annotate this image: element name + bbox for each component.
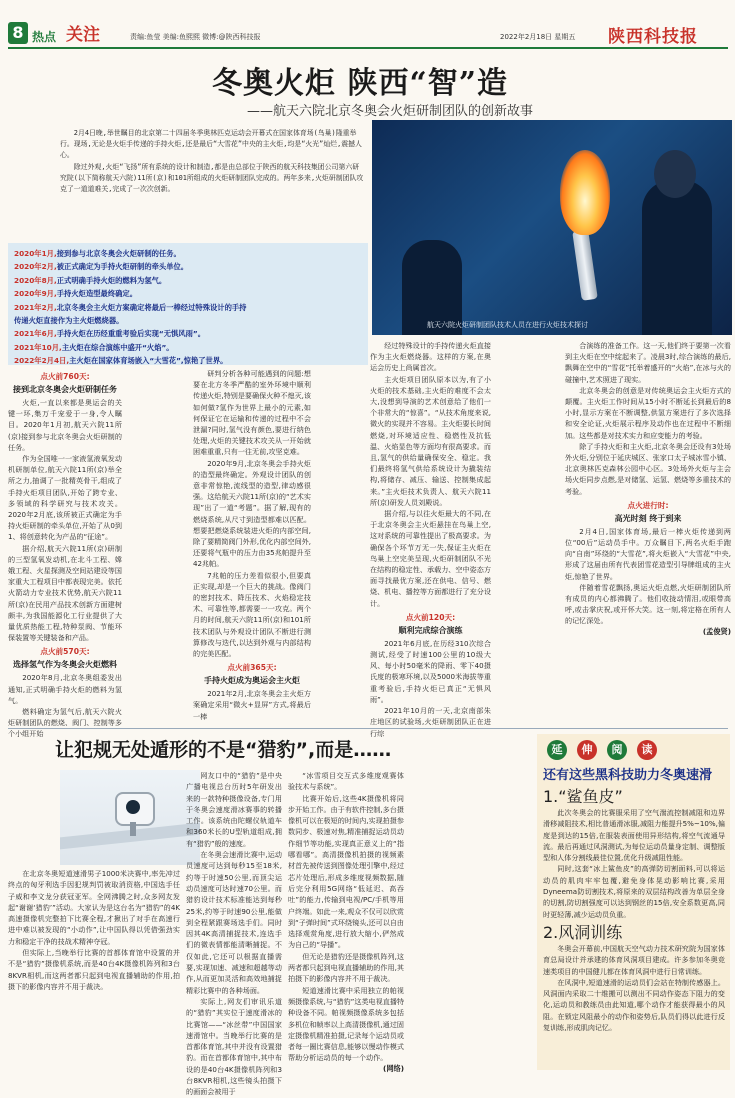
paragraph: 合演练的准备工作。这一天,他们终于要第一次看到主火炬在空中绽起来了。凌晨3时,综合演练的最后,飘舞在空中的“雪花”托举着盛开的“火焰”,在冰与火的碰撞中,艺术照进了现实。 <box>565 341 731 384</box>
timeline-date: 2021年6月, <box>14 329 57 339</box>
timeline-text: 接到参与北京冬奥会火炬研制的任务。 <box>56 249 181 258</box>
article2-column-c <box>288 770 404 1074</box>
photo-caption: 航天六院火炬研制团队技术人员在进行火炬技术探讨 <box>427 321 588 329</box>
paragraph: 火炬,一直以来都是奥运会的关键一环,集万千宠爱于一身,令人瞩目。2020年1月初,航天六院11所(京)接到参与北京冬奥会火炬研制的任务。 <box>8 398 122 452</box>
paragraph: 此次冬奥会的比赛服采用了空气湍流控制减阻和边界滑移减阻技术,相比普通滑冰服,减阻力能提升5%~10%,偏度是到达的15倍,在服装表面使用异形结构,将空气流通导流。最后再通过风洞测试,为每位运动员量身定制、调整版型和人体分割线最佳位置,优化升级减阻性能。 <box>543 808 725 863</box>
sidebar-heading-sharkskin: 1.“鲨鱼皮” <box>543 787 623 806</box>
paragraph: 经过特殊设计的手持传递火炬直接作为主火炬燃烧器。这样的方案,在奥运会历史上尚属首次。 <box>370 341 491 373</box>
extended-reading-sidebar <box>537 734 730 1070</box>
paragraph: 北京冬奥会的创意是对传统奥运会主火炬方式的颠覆。主火炬工作时间从15小时不断延长到最后的8小时,显示方案在不断调整,供氢方案进行了多次选择和安全论证,火炬展示程序及动作也在过程中不断细加。这些都是对技术实力和应变能力的考验。 <box>565 385 731 440</box>
photo-person-head <box>654 150 696 198</box>
editor-line: 责编:鱼莹 美编:鱼熙熙 微博:@陕西科技报 <box>130 33 261 41</box>
paragraph: 在冬奥会速滑比赛中,运动员速度可达到每秒15至18米,约等于时速50公里,而顶尖运动员速度可达时速70公里。而猎豹设计技术标准能达到每秒25米,约等于时速90公里,能做到全程紧跟赛场选手们。同时因其4K高清捕捉技术,连选手们的微表情都能清晰捕捉。不仅如此,它还可以根据直播需要,实现加速、减速和超越等动作,从而更加灵活和高效地捕捉精彩比赛中的各种场面。 <box>186 850 282 995</box>
paragraph: 7兆帕的压力差看似很小,但要真正实现,却是一个巨大的挑战。像阀门的密封技术、降压技术、火焰稳定技术、可靠性等,都需要一一攻克。两个月的时间,航天六院11所(京)和101所技术团队与外观设计团队不断进行测算修改与迭代,以达到外观与内部结构的完美匹配。 <box>193 570 311 659</box>
kicker-120: 点火前120天: <box>405 612 456 622</box>
timeline-date: 2020年8月, <box>14 275 57 285</box>
paragraph: “冰雪项目交互式多维度观赛体验技术与系统”。 <box>288 771 404 792</box>
subhead-main-torch: 手持火炬成为奥运会主火炬 <box>204 676 300 686</box>
lead-text <box>60 128 365 195</box>
masthead <box>0 0 735 50</box>
paragraph: 实际上,网友们审讯乐道的“猎豹”其实位于速度滑冰的比赛馆——“冰丝带”中国国家速滑馆中。当晚举行比赛的是首都体育馆,其中并没有设置猎豹。而在首都体育馆中,其中布设的是40台4K摄像机阵列和3台8KVR相机,这些镜头拍摄下的画面会被用于 <box>186 996 282 1097</box>
paragraph: 同时,这套“冰上鲨鱼皮”的高弹防切割面料,可以将运动员的肌肉牢牢包覆,避免身体晃动影响比赛,采用Dyneema防切割技术,将原来的双层结构改善为单层全身的切割,防切割强度可以达到钢丝的15倍,安全系数更高,同时更轻薄,减少运动员负重。 <box>543 864 725 919</box>
section-label-focus: 关注 <box>66 25 100 45</box>
paragraph: 主火炬项目团队原本以为,有了小火炬的技术基础,主火炬的难度不会太大,没想到导演的艺术创意给了他们一个非常大的“惊喜”。“从技术角度来说,微火的实现并不容易。主火炬要长时间燃烧,对环境适应性、稳燃性及抗低温、火焰显色等方面均有很高要求。而且,氢气的供给量确保安全、稳定。我们最终将氢气供给系统设计为撬装结构,将储存、减压、输送、控制集成起来。”主火炬技术负责人、航天六院11所(京)研发人员刘殿说。 <box>370 374 491 507</box>
timeline-text: 北京冬奥会主火炬方案确定将最后一棒经过特殊设计的手持 <box>56 302 247 312</box>
subhead-highlight: 高光时刻 终于到来 <box>614 513 682 523</box>
timeline-text: 正式明确手持火炬的燃料为氢气。 <box>56 275 167 285</box>
headline-subtitle: ——航天六院北京冬奥会火炬研制团队的创新故事 <box>246 104 533 119</box>
timeline-date: 2021年2月, <box>14 302 57 312</box>
timeline-text: 手持火炬造型最终确定。 <box>56 289 138 299</box>
photo-flame <box>560 150 610 235</box>
paragraph: 据介绍,航天六院11所(京)研制的三型氢氧发动机,在北斗工程、嫦娥工程、火星探测及空间站建设等国家重大工程项目中都表现完美。依托火箭动力专业技术优势,航天六院11所(京)在民用产品技术创新方面建树颇丰,为我国能源化工行业提供了大量优质热能工程,特种泵阀、节能环保装置等关键装备和产品。 <box>8 543 122 643</box>
lead-paragraph-2: 除过外观,火炬“飞扬”所有系统的设计和制造,都是由总部位于陕西的航天科技集团公司第六研究院(以下简称航天六院)11所(京)和101所组成的火炬研制团队完成的。两年多来,火炬研制团队攻克了一道道难关,完成了一次次创新。 <box>60 162 364 194</box>
source-credit: (网络) <box>383 1063 404 1073</box>
subhead-rehearsal: 顺利完成综合演练 <box>398 625 463 635</box>
paragraph: 短道速滑比赛中采用独立的帕视频摄像系统,与“猎豹”这类电视直播特种设备不同。帕视频摄像系统多包括多机位和帧率以上高清摄像机,通过固定摄像机精准拍摄,记录每个运动员或者每一圈比赛信息,能够以慢动作模式帮助分析运动员的每一个动作。 <box>288 985 405 1063</box>
timeline-item <box>14 287 368 300</box>
section-divider <box>8 728 728 729</box>
timeline-item <box>14 260 368 273</box>
timeline-text: 手持火炬在历经重重考验后实现“无惧风雨”。 <box>56 329 205 339</box>
badge-char: 伸 <box>577 740 597 760</box>
paragraph: 网友口中的“猎豹”是中央广播电视总台历时5年研发出来的一款特种摄像设备,专门用于冬奥会速度滑冰赛事的转播工作。该系统由陀螺仪轨道车和360米长的U型轨道组成,拥有“猎豹”般的速度。 <box>186 771 282 848</box>
timeline-item <box>14 354 368 367</box>
photo-person <box>642 180 712 335</box>
article-column-4 <box>565 340 731 637</box>
timeline-date: 2021年10月, <box>14 342 62 352</box>
paragraph: 除了手持火炬和主火炬,北京冬奥会还设有3处场外火炬,分别位于延庆城区、张家口太子城冰雪小镇、北京奥林匹克森林公园中心区。3处场外火炬与主会场火炬同步点燃,是对储氢、运氢、燃烧等多重技术的考验。 <box>565 441 731 496</box>
timeline-text: 主火炬在国家体育场嵌入“大雪花”,惊艳了世界。 <box>69 356 228 366</box>
paragraph: 在风洞中,短道速滑的运动员们会站在特制传感器上。风洞面内采取二十维搬可以测出不同动作姿态下阻力的变化,运动员和教练员由此知道,哪个动作才能获得最小的风阻。在锁定风阻最小的动作和姿势后,队员们得以此进行反复训练,形成肌肉记忆。 <box>543 977 725 1033</box>
timeline-date: 2020年9月, <box>14 289 57 299</box>
article2-column-a <box>8 868 180 992</box>
article2-title: 让犯规无处遁形的不是“猎豹”,而是…… <box>55 739 392 761</box>
issue-date: 2022年2月18日 星期五 <box>500 33 576 41</box>
paragraph: 比赛开始后,这些4K摄像机将同步开始工作。由于有软件控制,多台摄像机可以在极短的时间内,实现拍摄参数同步、极速对焦,精准捕捉运动员动作细节等功能,实现真正意义上的“指哪看哪”。高清摄像机拍摄的视频素材首先被传送到图像处理引擎中,经过芯片处理后,形成多维度视频数据,随后完分利用5G网络“低延迟、高吞吐”的能力,传输到电视/PC/手机等用户终端。如此一来,观众不仅可以欣赏到“子弹时间”式环绕镜头,还可以自由选择观赏角度,进行放大缩小,俨然成为自己的“导播”。 <box>288 793 405 950</box>
timeline-text: 主火炬在综合演练中盛开“火焰”。 <box>61 342 174 352</box>
paragraph: 作为全国唯一一家液氢液氧发动机研制单位,航天六院11所(京)举全所之力,抽调了一批精英骨干,组成了手持火炬项目团队,开始了跨专业、多领域的科学研究与技术攻关。2020年2月底,该所被正式确定为手持火炬研制的牵头单位,开始了从0到1、将创意转化为产品的“征途”。 <box>8 454 122 542</box>
kicker-365: 点火前365天: <box>227 663 277 673</box>
paragraph: 2月4日,国家体育场,最后一棒火炬传递到两位“00后”运动员手中。万众瞩目下,两名火炬手跑向“自南”环绕的“大雪花”,将火炬嵌入“大雪花”中央,形成了这届由所有代表团雪花造型引导牌组成的主火炬,惊艳了世界。 <box>565 526 731 581</box>
paragraph: 伴随着雪花飘扬,奥运火炬点燃,火炬研制团队所有成员的内心都沸腾了。他们收拢动情泪,或眼带高呼,或击掌庆祝,或开怀大笑。这一刻,将定格在所有人的记忆深处。 <box>565 582 731 626</box>
paragraph: 但无论是猎豹还是摄像机阵列,这两者都只起到电视直播辅助的作用,其拍摄下的影像内容并不用于裁决。 <box>288 951 404 984</box>
article-column-1 <box>8 368 122 740</box>
paragraph: 燃料确定为氢气后,航天六院火炬研制团队的燃烧、阀门、控制等多个小组开始 <box>8 707 122 739</box>
paragraph: 在北京冬奥短道速滑男子1000米决赛中,率先冲过终点的匈牙利选手因犯规判罚被取消资格,中国选手任子威和李文龙分获冠亚军。全网沸腾之时,众多网友发起“谢谢‘猎豹’”活动。大家认为是这台名为“猎豹”的4K高速摄像机完整拍下比赛全程,才揪出了对手在高速行进中难以被发现的“小动作”,让中国队得以凭借强劲实力和稳定干净的技战术精神夺冠。 <box>8 869 180 946</box>
lead-paragraph-1: 2月4日晚,举世瞩目的北京第二十四届冬季奥林匹克运动会开幕式在国家体育场(鸟巢)隆重举行。现场,无论是火炬手传递的手持火炬,还是最后“大雪花”中央的主火炬,均是“火光”灿烂,震撼人心。 <box>60 129 362 160</box>
paragraph: 2020年9月,北京冬奥会手持火炬的造型最终确定。外观设计团队的创意非常惊艳,流线型的造型,律动感很强。这给航天六院11所(京)的“艺术实现”出了一道“考题”。据了解,现有的燃烧系统,从尺寸到造型都难以匹配。想要把燃烧系统装进火炬的内部空间,除了要精简阀门外形,优化内部空间外,还要将气瓶中的压力由35兆帕提升至42兆帕。 <box>193 458 312 569</box>
timeline-item <box>14 341 368 354</box>
camera-lens <box>126 800 140 814</box>
camera-arm <box>130 822 136 836</box>
paragraph: 2021年2月,北京冬奥会主火炬方案确定采用“微火+显屏”方式,将最后一棒 <box>193 689 311 721</box>
timeline-date: 2022年2月4日, <box>14 356 70 366</box>
headline-title: 冬奥火炬 陕西“智”造 <box>212 66 508 101</box>
sidebar-body <box>543 784 725 1033</box>
extended-reading-badge <box>547 738 727 760</box>
photo-torch-body <box>572 229 598 301</box>
timeline-item <box>14 274 368 287</box>
article-column-2 <box>193 368 311 722</box>
section-label-hot: 热点 <box>32 30 57 44</box>
kicker-570: 点火前570天: <box>40 647 90 657</box>
timeline-item <box>14 314 368 327</box>
timeline-item <box>14 301 368 314</box>
paragraph: 2021年6月底,在历经310次综合测试,经受了时速100公里的10级大风、每小时50毫米的降雨、零下40摄氏度的极寒环境,以及5000米海拔等重重考验后,手持火炬已真正“无惧风雨”。 <box>370 638 491 704</box>
paper-name: 陕西科技报 <box>608 27 698 47</box>
subhead-task: 接到北京冬奥会火炬研制任务 <box>13 385 117 394</box>
badge-char: 读 <box>637 740 657 760</box>
paragraph: 2021年10月的一天,北京南部朱庄地区的试验场,火炬研制团队正在进行综 <box>370 706 491 738</box>
page-number-badge: 8 <box>8 22 28 44</box>
badge-char: 延 <box>547 740 567 760</box>
timeline-text: 传递火炬直接作为主火炬燃烧器。 <box>14 316 124 326</box>
masthead-rule <box>8 47 728 49</box>
paragraph: 但实际上,当晚举行比赛的首都体育馆中设置的并不是“猎豹”摄像机系统,而是40台4K摄像机阵列和3台8KVR相机,而这两者都只起到电视直播辅助的作用,拍摄下的影像内容并不用于裁决。 <box>8 948 180 991</box>
timeline-box <box>8 243 368 365</box>
sidebar-title: 还有这些黑科技助力冬奥速滑 <box>543 768 713 783</box>
badge-char: 阅 <box>607 740 627 760</box>
paragraph: 冬奥会开幕前,中国航天空气动力技术研究院为国家体育总局设计并承建的体育风洞项目建成。许多参加冬奥竞速类项目的中国健儿都在体育风洞中进行日常训练。 <box>543 943 725 976</box>
sidebar-heading-wind-tunnel: 2.风洞训练 <box>543 922 623 942</box>
timeline-text: 被正式确定为手持火炬研制的牵头单位。 <box>56 262 189 272</box>
timeline-item <box>14 327 368 340</box>
subhead-hydrogen: 选择氢气作为冬奥会火炬燃料 <box>13 660 117 670</box>
timeline-item <box>14 247 368 260</box>
paragraph: 研判分析各种可能遇到的问题:想要在北方冬季严酷的室外环境中顺利传递火炬,特别是要确保火种不熄灭,该如何做?氢作为世界上最小的元素,如何保证它在运输和传递的过程中不会泄漏?同时,氢气没有颜色,要进行纳色处理,火炬的关键技术攻关从一开始就困难重重,只有一往无前,攻坚克难。 <box>193 369 312 457</box>
kicker-now: 点火进行时: <box>627 500 669 510</box>
article-column-3 <box>370 340 491 739</box>
camera-illustration <box>60 770 200 865</box>
torch-team-photo <box>372 120 732 335</box>
paragraph: 据介绍,与以往火炬最大的不同,在于北京冬奥会主火炬悬挂在鸟巢上空,这对系统的可靠性提出了极高要求。为确保各个环节万无一失,保证主火炬在鸟巢上空完美呈现,火炬研制团队不光在结构的稳定性、承载力、空中姿态方面寻找最优方案,还在供电、信号、燃烧、机电、播控等方面都进行了充分设计。 <box>370 509 491 608</box>
paragraph: 2020年8月,北京冬奥组委发出通知,正式明确手持火炬的燃料为氢气。 <box>8 673 122 705</box>
kicker-760: 点火前760天: <box>40 372 90 381</box>
timeline-date: 2020年1月, <box>14 249 57 258</box>
timeline-date: 2020年2月, <box>14 262 57 272</box>
article2-column-b <box>186 770 282 1098</box>
byline: (孟俊贤) <box>702 626 731 636</box>
